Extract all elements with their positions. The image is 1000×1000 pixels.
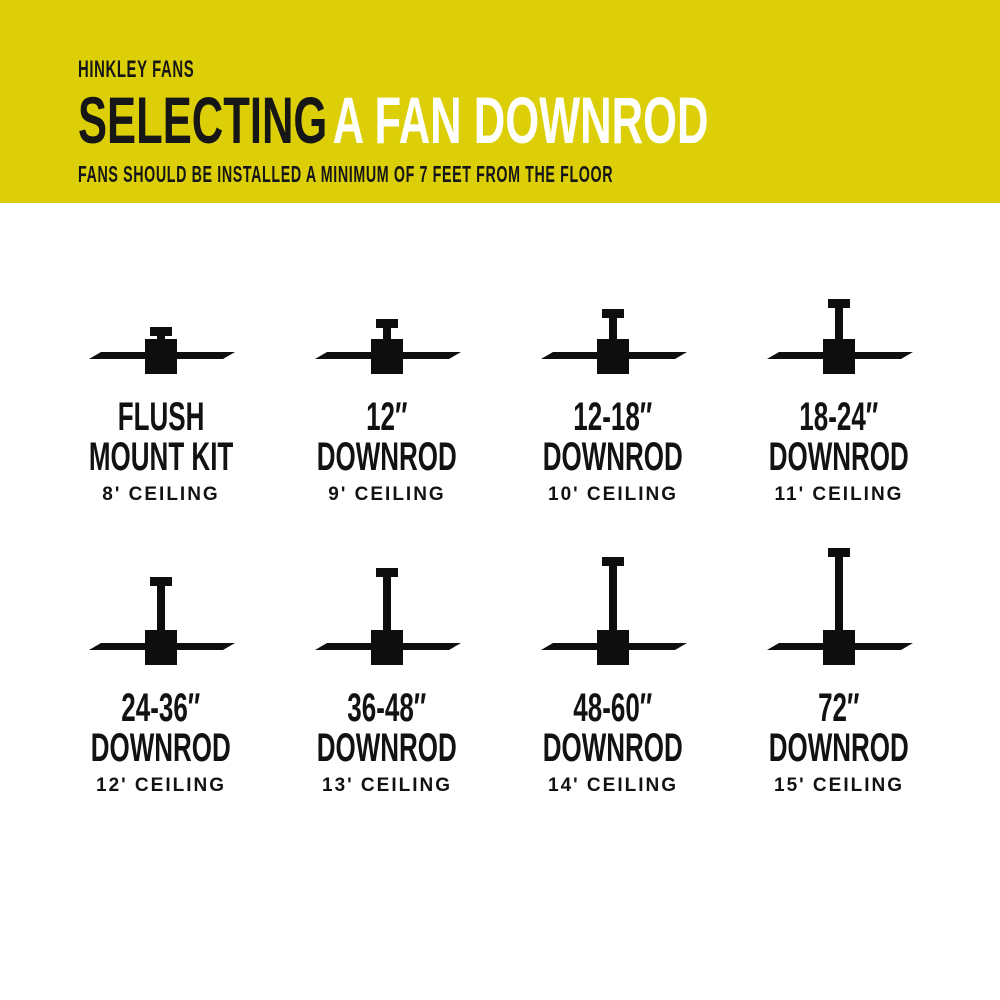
fan-icon-area bbox=[533, 547, 693, 671]
option-ceiling-height: 15' CEILING bbox=[774, 775, 904, 796]
downrod-option-12-18in bbox=[500, 298, 726, 506]
downrod-option-24-36in bbox=[48, 547, 274, 797]
option-ceiling-height: 9' CEILING bbox=[328, 484, 446, 505]
option-title: 18-24″ DOWNROD bbox=[768, 395, 910, 479]
fan-icon-area bbox=[759, 547, 919, 671]
page-title-secondary: A FAN DOWNROD bbox=[332, 83, 709, 157]
downrod-option-36-48in bbox=[274, 547, 500, 797]
option-ceiling-height: 8' CEILING bbox=[102, 484, 220, 505]
fan-icon-area bbox=[533, 298, 693, 380]
brand-name: HINKLEY FANS bbox=[78, 56, 195, 83]
header-subtitle: FANS SHOULD BE INSTALLED A MINIMUM OF 7 FEET FROM THE FLOOR bbox=[78, 161, 614, 187]
option-title: FLUSH MOUNT KIT bbox=[88, 395, 234, 479]
page-title-primary: SELECTING bbox=[78, 83, 328, 157]
option-title: 36-48″ DOWNROD bbox=[316, 686, 458, 770]
option-ceiling-height: 11' CEILING bbox=[774, 484, 904, 505]
option-title: 24-36″ DOWNROD bbox=[90, 686, 232, 770]
fan-icon-area bbox=[759, 298, 919, 380]
ceiling-fan-icon bbox=[81, 327, 241, 380]
page-title bbox=[78, 83, 709, 157]
option-ceiling-height: 13' CEILING bbox=[322, 775, 452, 796]
downrod-options-grid bbox=[48, 298, 952, 797]
downrod-option-12in bbox=[274, 298, 500, 506]
ceiling-fan-icon bbox=[307, 568, 467, 671]
option-ceiling-height: 10' CEILING bbox=[548, 484, 678, 505]
option-title: 72″ DOWNROD bbox=[768, 686, 910, 770]
ceiling-fan-icon bbox=[759, 548, 919, 671]
fan-icon-area bbox=[307, 298, 467, 380]
fan-icon-area bbox=[81, 547, 241, 671]
ceiling-fan-icon bbox=[307, 319, 467, 380]
option-ceiling-height: 12' CEILING bbox=[96, 775, 226, 796]
fan-icon-area bbox=[81, 298, 241, 380]
option-title: 12-18″ DOWNROD bbox=[542, 395, 684, 479]
option-title: 48-60″ DOWNROD bbox=[542, 686, 684, 770]
option-title: 12″ DOWNROD bbox=[316, 395, 458, 479]
option-ceiling-height: 14' CEILING bbox=[548, 775, 678, 796]
fan-icon-area bbox=[307, 547, 467, 671]
ceiling-fan-icon bbox=[533, 557, 693, 671]
ceiling-fan-icon bbox=[533, 309, 693, 380]
downrod-option-flush-mount bbox=[48, 298, 274, 506]
ceiling-fan-icon bbox=[759, 299, 919, 380]
header-band bbox=[0, 0, 1000, 203]
ceiling-fan-icon bbox=[81, 577, 241, 671]
downrod-option-18-24in bbox=[726, 298, 952, 506]
downrod-option-48-60in bbox=[500, 547, 726, 797]
downrod-option-72in bbox=[726, 547, 952, 797]
